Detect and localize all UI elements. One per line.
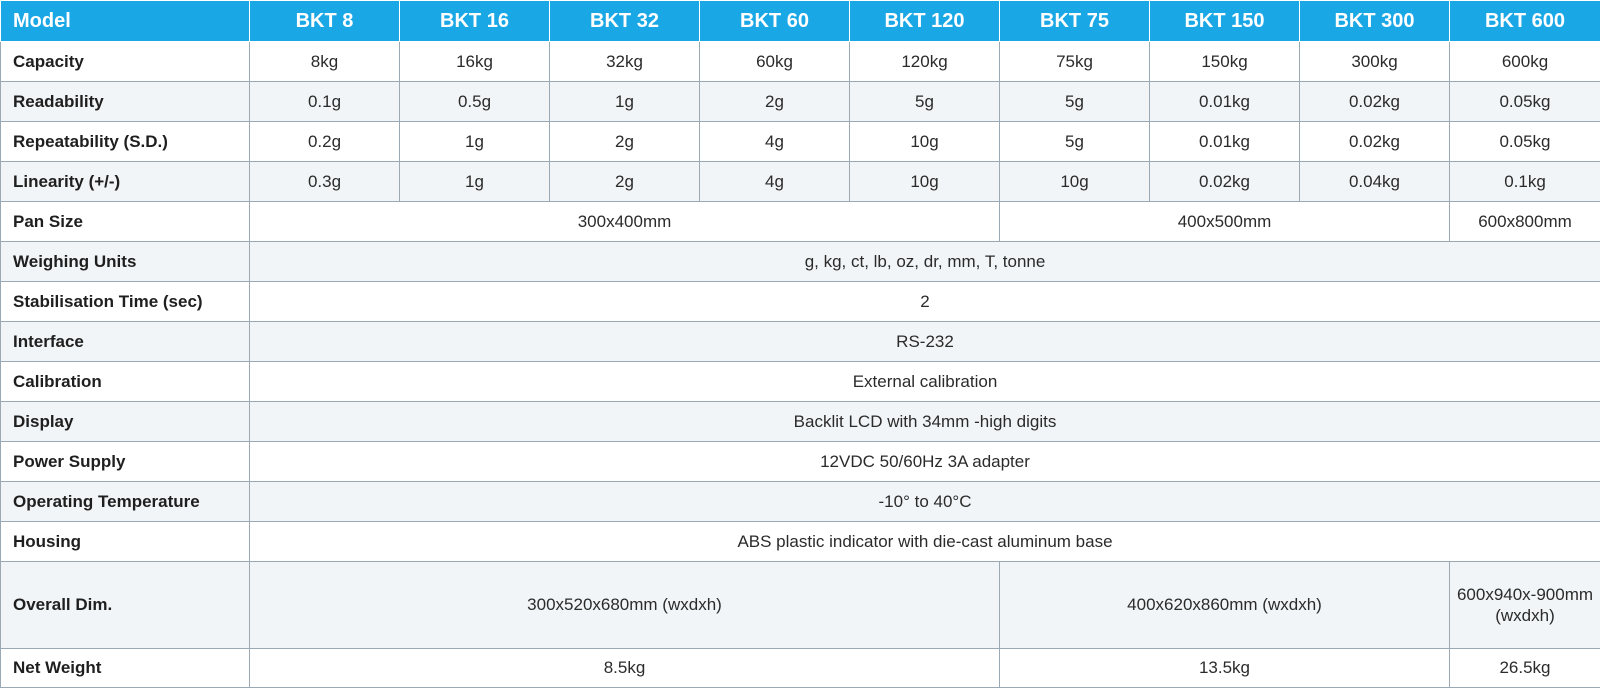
row-label: Display xyxy=(1,402,250,442)
table-cell: 32kg xyxy=(550,42,700,82)
row-overall-dim xyxy=(1,562,1600,649)
table-cell: 120kg xyxy=(850,42,1000,82)
row-readability xyxy=(1,82,1600,122)
table-cell: 26.5kg xyxy=(1450,649,1600,688)
table-cell: 0.05kg xyxy=(1450,82,1600,122)
row-capacity xyxy=(1,42,1600,82)
table-cell: 300kg xyxy=(1300,42,1450,82)
header-model: BKT 120 xyxy=(850,1,1000,42)
table-cell: 10g xyxy=(1000,162,1150,202)
header-model: BKT 75 xyxy=(1000,1,1150,42)
table-cell: 2g xyxy=(550,162,700,202)
row-calibration xyxy=(1,362,1600,402)
table-cell: g, kg, ct, lb, oz, dr, mm, T, tonne xyxy=(250,242,1600,282)
row-label: Pan Size xyxy=(1,202,250,242)
table-cell: External calibration xyxy=(250,362,1600,402)
table-cell: 2g xyxy=(700,82,850,122)
row-label: Capacity xyxy=(1,42,250,82)
table-cell: 600x800mm xyxy=(1450,202,1600,242)
table-cell: 0.02kg xyxy=(1300,122,1450,162)
row-label: Net Weight xyxy=(1,649,250,688)
row-label: Weighing Units xyxy=(1,242,250,282)
table-cell: 13.5kg xyxy=(1000,649,1450,688)
table-cell: 8kg xyxy=(250,42,400,82)
table-cell: 0.5g xyxy=(400,82,550,122)
row-label: Operating Temperature xyxy=(1,482,250,522)
header-model: BKT 150 xyxy=(1150,1,1300,42)
header-model: BKT 16 xyxy=(400,1,550,42)
table-cell: 12VDC 50/60Hz 3A adapter xyxy=(250,442,1600,482)
row-pan-size xyxy=(1,202,1600,242)
row-weighing-units xyxy=(1,242,1600,282)
table-cell: 75kg xyxy=(1000,42,1150,82)
row-label: Housing xyxy=(1,522,250,562)
table-cell: 300x400mm xyxy=(250,202,1000,242)
table-cell: 5g xyxy=(1000,122,1150,162)
table-cell: 2g xyxy=(550,122,700,162)
table-cell: Backlit LCD with 34mm -high digits xyxy=(250,402,1600,442)
table-cell: 0.01kg xyxy=(1150,122,1300,162)
row-label: Stabilisation Time (sec) xyxy=(1,282,250,322)
row-label: Interface xyxy=(1,322,250,362)
row-label: Readability xyxy=(1,82,250,122)
table-cell: RS-232 xyxy=(250,322,1600,362)
table-cell: 1g xyxy=(400,162,550,202)
table-cell: 60kg xyxy=(700,42,850,82)
table-cell: 400x620x860mm (wxdxh) xyxy=(1000,562,1450,649)
table-cell: 0.04kg xyxy=(1300,162,1450,202)
row-operating-temperature xyxy=(1,482,1600,522)
table-cell: 0.3g xyxy=(250,162,400,202)
header-model: BKT 8 xyxy=(250,1,400,42)
header-model: BKT 60 xyxy=(700,1,850,42)
row-label: Linearity (+/-) xyxy=(1,162,250,202)
header-label: Model xyxy=(1,1,250,42)
table-cell: 4g xyxy=(700,162,850,202)
header-row xyxy=(1,1,1600,42)
row-stabilisation xyxy=(1,282,1600,322)
table-cell: 600x940x-900mm (wxdxh) xyxy=(1450,562,1600,649)
row-display xyxy=(1,402,1600,442)
row-net-weight xyxy=(1,649,1600,688)
row-repeatability xyxy=(1,122,1600,162)
table-cell: 5g xyxy=(850,82,1000,122)
header-model: BKT 300 xyxy=(1300,1,1450,42)
table-cell: ABS plastic indicator with die-cast aluminum base xyxy=(250,522,1600,562)
table-cell: 0.02kg xyxy=(1300,82,1450,122)
table-cell: 0.05kg xyxy=(1450,122,1600,162)
header-model: BKT 600 xyxy=(1450,1,1600,42)
table-cell: 400x500mm xyxy=(1000,202,1450,242)
table-cell: 0.01kg xyxy=(1150,82,1300,122)
table-cell: 4g xyxy=(700,122,850,162)
header-model: BKT 32 xyxy=(550,1,700,42)
row-linearity xyxy=(1,162,1600,202)
table-cell: 10g xyxy=(850,122,1000,162)
row-label: Overall Dim. xyxy=(1,562,250,649)
table-cell: 16kg xyxy=(400,42,550,82)
table-cell: 0.1kg xyxy=(1450,162,1600,202)
table-cell: 1g xyxy=(400,122,550,162)
table-cell: 150kg xyxy=(1150,42,1300,82)
table-cell: 0.1g xyxy=(250,82,400,122)
row-label: Power Supply xyxy=(1,442,250,482)
row-power-supply xyxy=(1,442,1600,482)
table-cell: 2 xyxy=(250,282,1600,322)
table-cell: 1g xyxy=(550,82,700,122)
row-interface xyxy=(1,322,1600,362)
table-cell: 600kg xyxy=(1450,42,1600,82)
row-label: Repeatability (S.D.) xyxy=(1,122,250,162)
table-cell: 0.02kg xyxy=(1150,162,1300,202)
table-cell: 5g xyxy=(1000,82,1150,122)
table-cell: 10g xyxy=(850,162,1000,202)
table-cell: 300x520x680mm (wxdxh) xyxy=(250,562,1000,649)
row-label: Calibration xyxy=(1,362,250,402)
table-cell: -10° to 40°C xyxy=(250,482,1600,522)
table-cell: 0.2g xyxy=(250,122,400,162)
row-housing xyxy=(1,522,1600,562)
table-cell: 8.5kg xyxy=(250,649,1000,688)
